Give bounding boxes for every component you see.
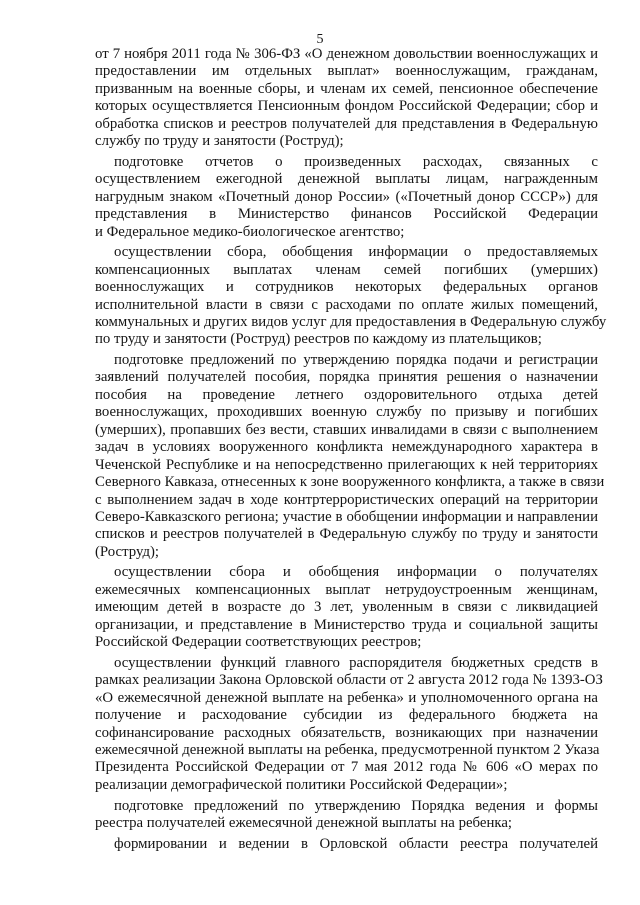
text-line: софинансирование расходных обязательств, возникающих при назначении [95,724,598,741]
text-line: службу по труду и занятости (Роструд); [95,133,344,150]
text-line: задач в условиях вооруженного конфликта немеждународного характера в [95,439,598,456]
text-line: и Федеральное медико-биологическое агентство; [95,223,405,240]
text-line: Российской Федерации соответствующих реестров; [95,634,422,651]
paragraph-3 [95,244,607,349]
text-line: с выполнением задач в ходе контртеррористических операций на территории [95,491,598,508]
text-line: подготовке предложений по утверждению Порядка ведения и формы [114,797,598,814]
text-line: осуществлении функций главного распорядителя бюджетных средств в [114,654,598,671]
paragraph-5 [95,564,598,651]
text-line: призванным на военные сборы, и членам их семей, пенсионное обеспечение [95,80,598,97]
text-line: пособия на проведение летнего оздоровительного отдыха детей [95,386,598,403]
text-line: обработка списков и реестров получателей для представления в Федеральную [95,115,598,132]
paragraph-7 [95,798,598,833]
paragraph-1 [95,46,598,151]
text-line: осуществлении сбора, обобщения информации о предоставляемых [114,244,598,261]
text-line: военнослужащих, проходивших военную службу по призыву и погибших [95,404,598,421]
text-line: нагрудным знаком «Почетный донор России» («Почетный донор СССР») для [95,188,598,205]
text-line: по труду и занятости (Роструд) реестров по каждому из плательщиков; [95,331,542,348]
paragraph-6 [95,654,603,795]
text-line: имеющим детей в возрасте до 3 лет, уволенным в связи с ликвидацией [95,599,598,616]
text-line: Президента Российской Федерации от 7 мая 2012 года № 606 «О мерах по [95,759,598,776]
document-body [95,46,607,853]
page-number: 5 [316,32,324,47]
text-line: (умерших), пропавших без вести, ставших инвалидами в связи с выполнением [95,421,598,438]
text-line: которых осуществляется Пенсионным фондом Российской Федерации; сбор и [95,98,598,115]
text-line: подготовке предложений по утверждению порядка подачи и регистрации [114,352,598,368]
text-line: «О ежемесячной денежной выплате на ребенка» и уполномоченного органа на [95,689,598,706]
paragraph-4 [95,352,605,561]
text-line: реализации демографической политики Российской Федерации»; [95,776,508,793]
text-line: осуществлением ежегодной денежной выплаты лицам, награжденным [95,171,598,188]
text-line: представления в Министерство финансов Российской Федерации [95,206,598,223]
text-line: организации, и представление в Министерство труда и социальной защиты [95,616,598,633]
text-line: ежемесячной денежной выплаты на ребенка, предусмотренной пунктом 2 Указа [95,742,600,758]
text-line: исполнительной власти в связи с расходами по оплате жилых помещений, [95,296,598,313]
paragraph-2 [95,154,598,241]
paragraph-8 [95,836,598,853]
text-line: получение и расходование субсидии из федерального бюджета на [95,707,598,724]
text-line: списков и реестров получателей в Федеральную службу по труду и занятости [95,526,598,543]
text-line: Северо-Кавказского региона; участие в обобщении информации и направлении [95,508,598,525]
text-line: (Роструд); [95,543,160,560]
text-line: заявлений получателей пособия, порядка принятия решения о назначении [95,369,598,386]
text-line: коммунальных и других видов услуг для предоставления в Федеральную службу [95,313,607,330]
text-line: Северного Кавказа, отнесенных к зоне вооруженного конфликта, а также в связи [95,474,605,491]
text-line: от 7 ноября 2011 года № 306-ФЗ «О денежном довольствии военнослужащих и [95,46,598,62]
text-line: осуществлении сбора и обобщения информации о получателях [114,564,598,581]
text-line: ежемесячных компенсационных выплат нетрудоустроенным женщинам, [95,581,598,598]
text-line: Чеченской Республике и на непосредственно прилегающих к ней территориях [95,456,598,473]
text-line: военнослужащих и сотрудников некоторых федеральных органов [95,279,598,296]
text-line: компенсационных выплатах членам семей погибших (умерших) [95,261,598,278]
text-line: подготовке отчетов о произведенных расходах, связанных с [114,153,598,170]
text-line: рамках реализации Закона Орловской области от 2 августа 2012 года № 1393-ОЗ [95,672,603,689]
text-line: формировании и ведении в Орловской области реестра получателей [114,835,598,852]
text-line: реестра получателей ежемесячной денежной выплаты на ребенка; [95,814,513,831]
text-line: предоставлении им отдельных выплат» военнослужащим, гражданам, [95,63,598,80]
